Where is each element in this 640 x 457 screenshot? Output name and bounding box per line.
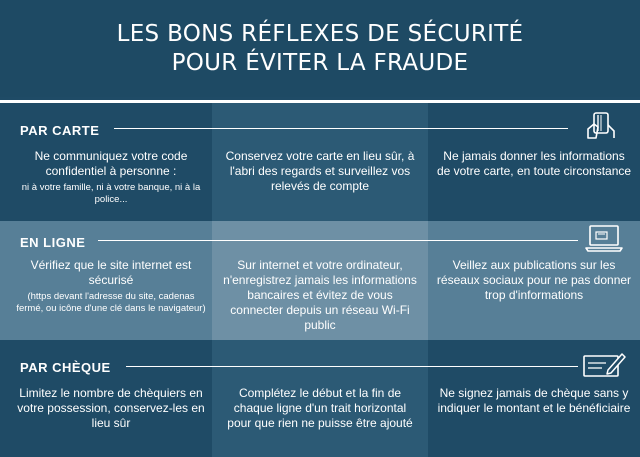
online-right-cell: Veillez aux publications sur les réseaux sociaux pour ne pas donner trop d'informations xyxy=(436,258,632,302)
card-left-cell xyxy=(16,149,206,206)
cheque-pen-icon xyxy=(582,350,626,380)
title-line-1: LES BONS RÉFLEXES DE SÉCURITÉ xyxy=(116,20,524,47)
cheque-right-cell: Ne signez jamais de chèque sans y indiquer le montant et le bénéficiaire xyxy=(437,386,631,415)
section-title: PAR CARTE xyxy=(20,123,100,138)
card-middle-cell: Conservez votre carte en lieu sûr, à l'abri des regards et surveillez vos relevés de compte xyxy=(225,149,415,193)
online-middle-cell: Sur internet et votre ordinateur, n'enregistrez jamais les informations bancaires et évitez de vous connecter depuis un réseau Wi-Fi public xyxy=(223,258,417,332)
section-online xyxy=(0,221,640,340)
card-left-main: Ne communiquez votre code confidentiel à personne : xyxy=(34,149,188,178)
online-left-sub: (https devant l'adresse du site, cadenas fermé, ou icône d'une clé dans le navigateur) xyxy=(16,291,206,314)
cheque-middle-cell: Complétez le début et la fin de chaque ligne d'un trait horizontal pour que rien ne puisse être ajouté xyxy=(227,386,413,430)
section-rule xyxy=(126,366,578,367)
section-rule xyxy=(114,128,568,129)
card-payment-icon xyxy=(584,111,618,141)
cheque-left-cell: Limitez le nombre de chèquiers en votre possession, conservez-les en lieu sûr xyxy=(17,386,205,430)
title-line-2: POUR ÉVITER LA FRAUDE xyxy=(171,49,469,76)
online-left-main: Vérifiez que le site internet est sécurisé xyxy=(30,258,192,287)
section-card xyxy=(0,103,640,221)
online-left-cell xyxy=(16,258,206,315)
section-cheque xyxy=(0,340,640,457)
section-rule xyxy=(98,240,578,241)
card-right-cell: Ne jamais donner les informations de votre carte, en toute circonstance xyxy=(436,149,632,178)
laptop-icon xyxy=(584,224,624,254)
section-title: PAR CHÈQUE xyxy=(20,360,111,375)
header xyxy=(0,0,640,97)
card-left-sub: ni à votre famille, ni à votre banque, ni à la police... xyxy=(21,182,201,205)
section-title: EN LIGNE xyxy=(20,235,86,250)
